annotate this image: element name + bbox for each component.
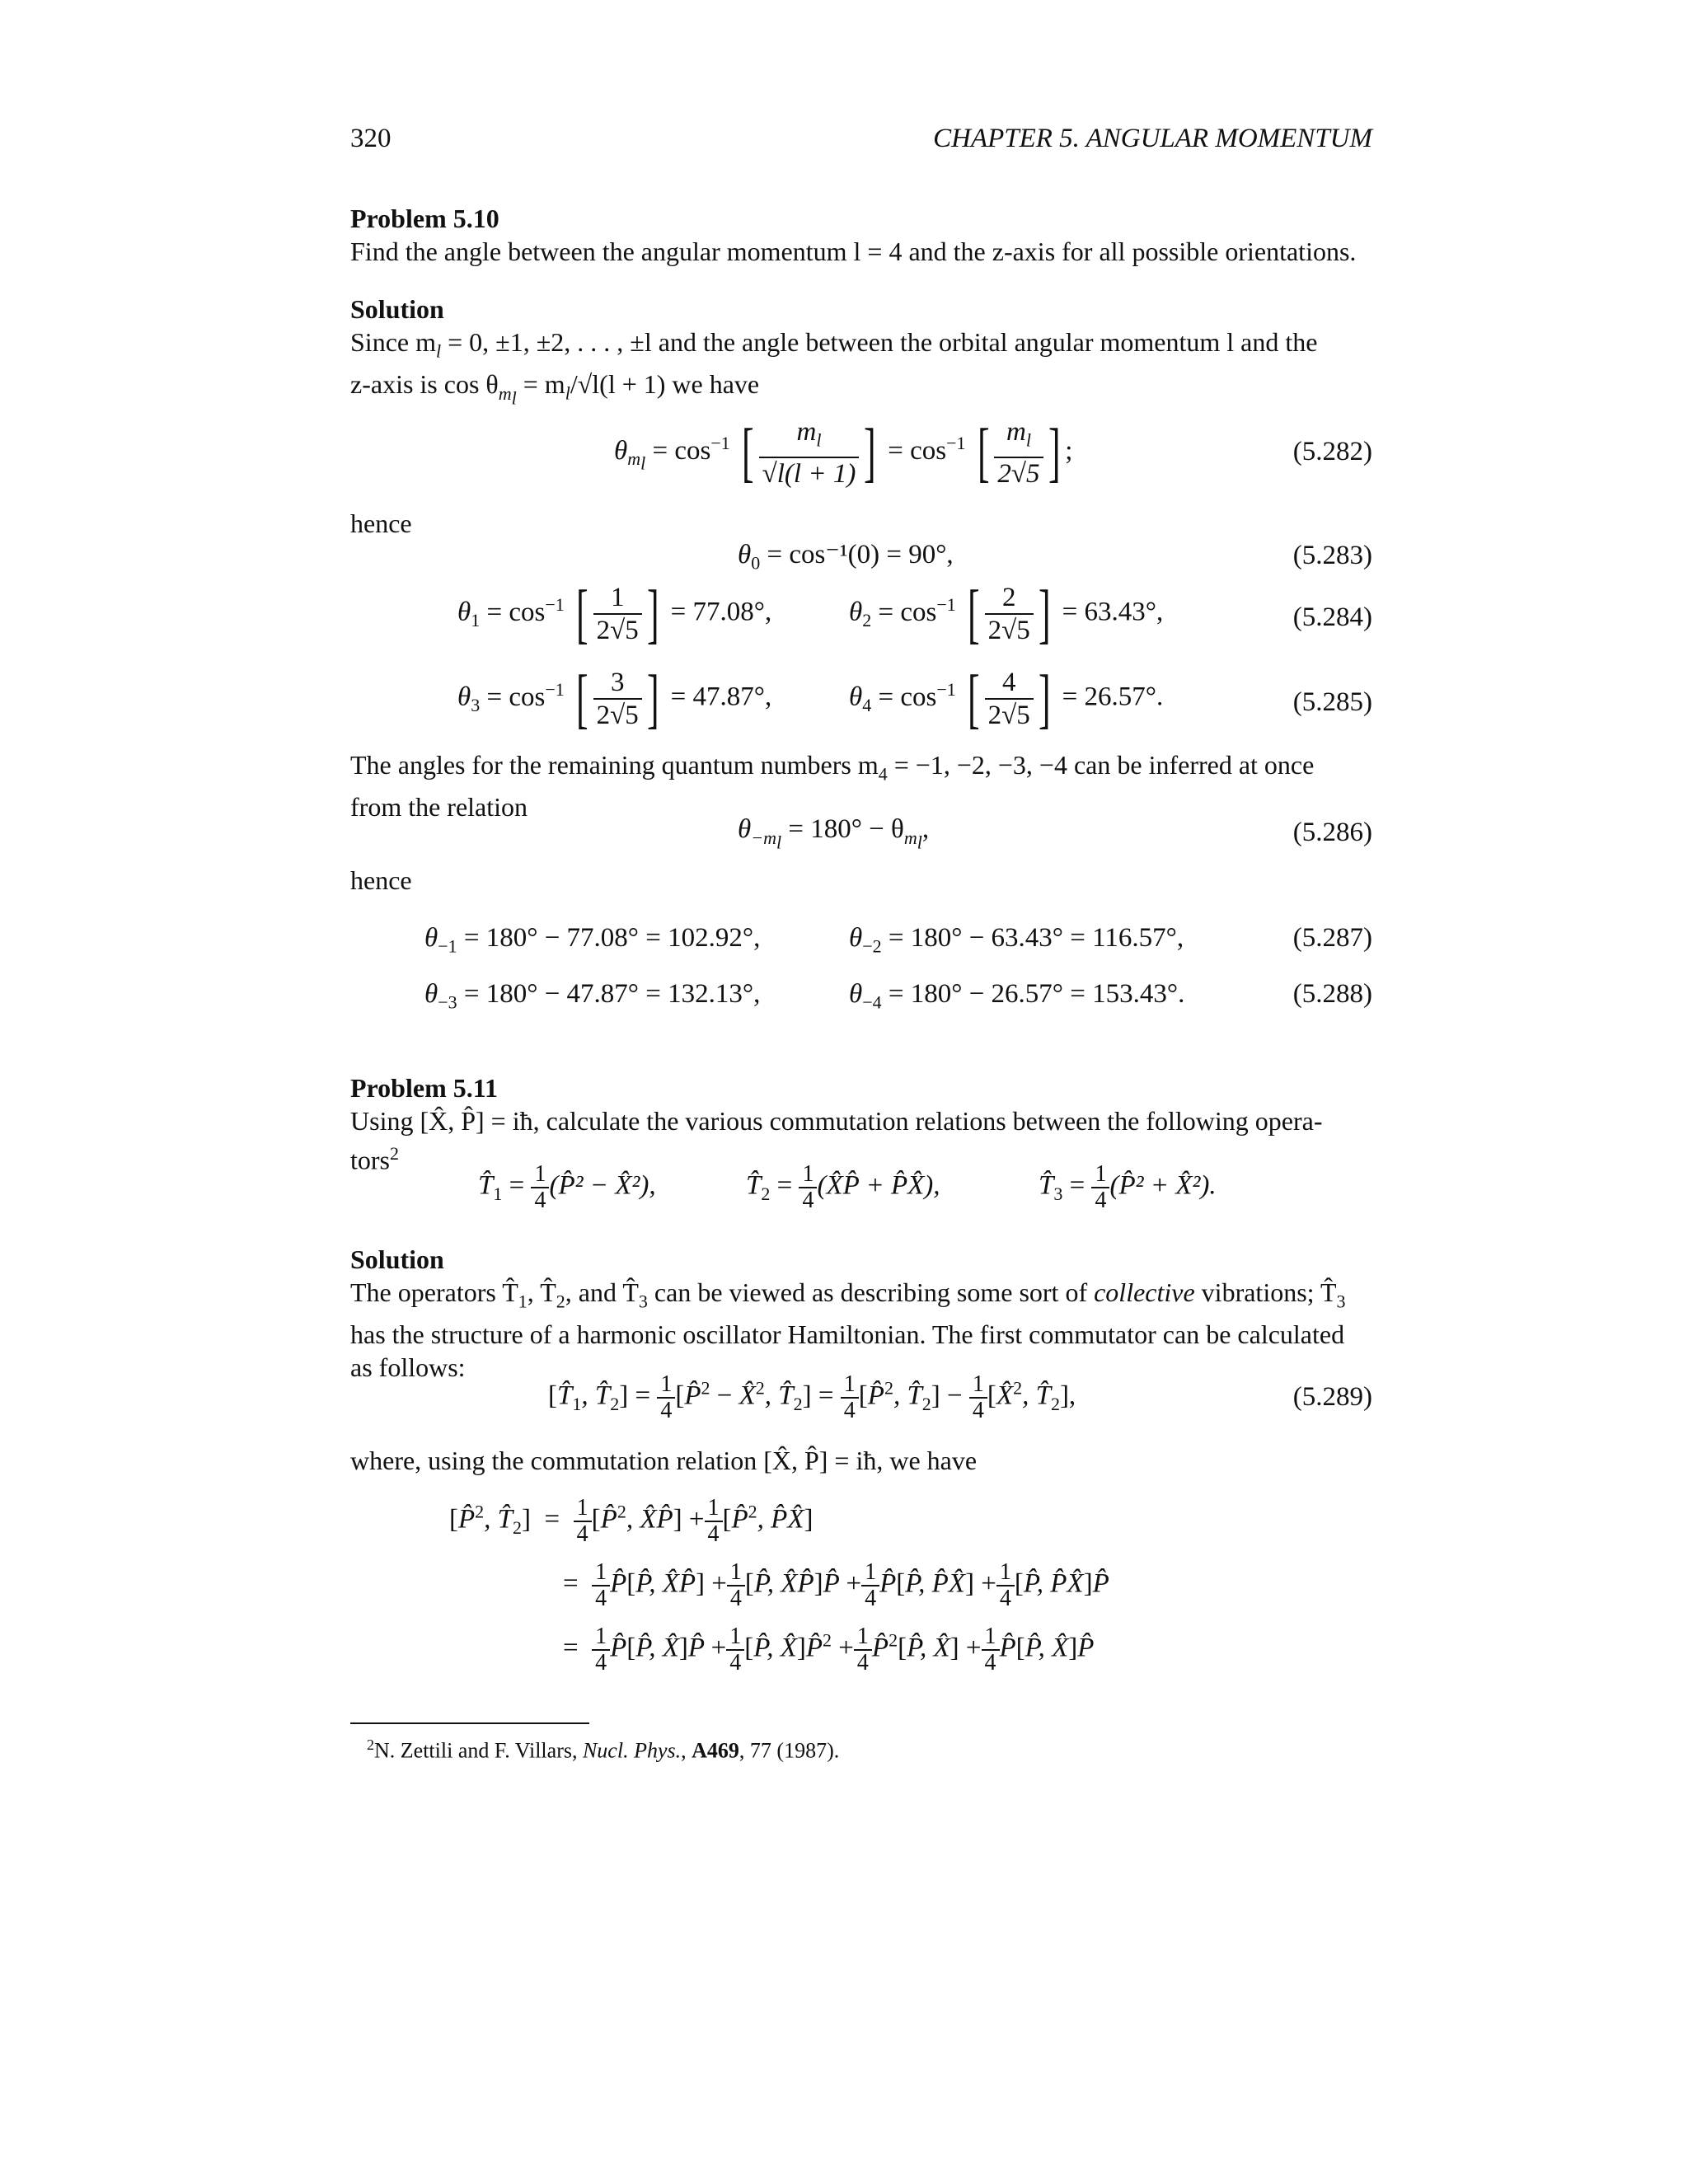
solution-line-2: z-axis is $\cos \theta_{m_l} = m_l/√l(l + 1)$ we have [350, 369, 760, 409]
solution-title: Solution [350, 294, 444, 324]
footnote: $^2$N. Zettili and F. Villars, Nucl. Phys., A469, 77 (1987). [367, 1736, 840, 1763]
hence-2: hence [350, 865, 412, 895]
equation-5-282: $\theta_{m_l} = \cos^{-1}$ [ $\frac{m_l}{√l(l + 1)}$ ] = $\cos^{-1}$ [ $\frac{m_l}{2√5}$ ] ; (5.282) [614, 416, 1372, 490]
problem-5-10 [350, 202, 1372, 268]
equation-5-289: [$T̂_1$, $T̂_2$] = $\frac{1}{4}$ [P̂$^2$ − X̂$^2$, $T̂_2$] = $\frac{1}{4}$ [P̂$^2$, $T̂_2$] − $\frac{1}{4}$ [X̂$^2$, $T̂_2$], (5.289) [548, 1371, 1372, 1423]
problem-title: Problem 5.11 [350, 1073, 498, 1103]
remaining-angles-text: The angles for the remaining quantum numbers $m_4 = -1$, −2, −3, −4 can be inferred at once from the relation [350, 750, 1315, 823]
equation-number: (5.289) [1292, 1382, 1372, 1412]
solution-line-1: Since $m_l = 0$, ±1, ±2, . . . , ±l and the angle between the orbital angular momentum l and the [350, 327, 1318, 362]
operator-definitions: $T̂_1$ = $\frac{1}{4}$ (P̂² − X̂²), $T̂_2$ = $\frac{1}{4}$ (X̂P̂ + P̂X̂), $T̂_3$ = $\frac{1}{4}$ (P̂² + X̂²). [478, 1161, 1217, 1213]
equation-number: (5.286) [1292, 818, 1372, 847]
equation-number: (5.287) [1292, 923, 1372, 953]
equation-number: (5.288) [1292, 979, 1372, 1009]
equation-number: (5.283) [1292, 541, 1372, 570]
solution-title: Solution [350, 1244, 444, 1274]
commutator-line-3: = $\frac{1}{4}$ P̂[P̂, X̂]P̂ + $\frac{1}{4}$ [P̂, X̂]P̂$^2$ + $\frac{1}{4}$ P̂$^2$[P̂, X̂] + $\frac{1}{4}$ P̂[P̂, X̂]P̂ [563, 1624, 1095, 1675]
problem-5-11 [350, 1071, 1372, 1177]
solution-5-10 [350, 293, 1372, 415]
equation-5-283: $\theta_0 = \cos^{-1}(0) = 90^\circ$, (5.283) [738, 540, 1372, 574]
equation-5-284: $\theta_1 = \cos^{-1}$ [ $\frac{1}{2√5}$ ] = 77.08°, $\theta_2 = \cos^{-1}$ [ $\frac{2}{2√5}$ ] = 63.43°, (5.284) [457, 578, 1372, 650]
page-number: 320 [350, 124, 392, 153]
footnote-mark: 2 [390, 1143, 399, 1164]
hence-1: hence [350, 509, 412, 538]
equation-number: (5.285) [1292, 687, 1372, 717]
footnote-rule [350, 1722, 589, 1724]
problem-statement-line-1: Using [X̂, P̂] = iħ, calculate the various commutation relations between the following opera- [350, 1106, 1323, 1136]
problem-statement-line-2: tors$^2$ [350, 1143, 399, 1175]
equation-5-287: $\theta_{-1} = 180^\circ - 77.08^\circ = 102.92^\circ$, $\theta_{-2} = 180^\circ - 63.43^\circ = 116.57^\circ$, (5.287) [424, 923, 1372, 957]
equation-5-285: $\theta_3 = \cos^{-1}$ [ $\frac{3}{2√5}$ ] = 47.87°, $\theta_4 = \cos^{-1}$ [ $\frac{4}{2√5}$ ] = 26.57°. (5.285) [457, 663, 1372, 735]
problem-statement: Find the angle between the angular momentum l = 4 and the z-axis for all possible orientations. [350, 237, 1357, 266]
solution-5-11: Solution The operators $T̂_1$, $T̂_2$, and $T̂_3$ can be viewed as describing some sort of collective vibrations; $T̂_3$ has the structure of a harmonic oscillator Hamiltonian. The first commutator can be calculated as follows: [350, 1243, 1372, 1384]
where-text: where, using the commutation relation [X̂, P̂] = iħ, we have [350, 1446, 978, 1475]
problem-title: Problem 5.10 [350, 204, 499, 233]
commutator-line-2: = $\frac{1}{4}$ P̂[P̂, X̂P̂] + $\frac{1}{4}$ [P̂, X̂P̂]P̂ + $\frac{1}{4}$ P̂[P̂, P̂X̂] + $\frac{1}{4}$ [P̂, P̂X̂]P̂ [563, 1559, 1109, 1611]
chapter-title: CHAPTER 5. ANGULAR MOMENTUM [933, 124, 1372, 153]
equation-number: (5.284) [1292, 602, 1372, 632]
equation-5-288: $\theta_{-3} = 180^\circ - 47.87^\circ = 132.13^\circ$, $\theta_{-4} = 180^\circ - 26.57^\circ = 153.43^\circ$. (5.288) [424, 979, 1372, 1013]
equation-number: (5.282) [1292, 437, 1372, 466]
equation-5-286: $\theta_{-m_l} = 180^\circ - \theta_{m_l}$, (5.286) [738, 814, 1372, 852]
page-header [350, 124, 1372, 165]
commutator-line-1: [P̂$^2$, $T̂_2$] = $\frac{1}{4}$ [P̂$^2$, X̂P̂] + $\frac{1}{4}$ [P̂$^2$, P̂X̂] [449, 1495, 814, 1547]
